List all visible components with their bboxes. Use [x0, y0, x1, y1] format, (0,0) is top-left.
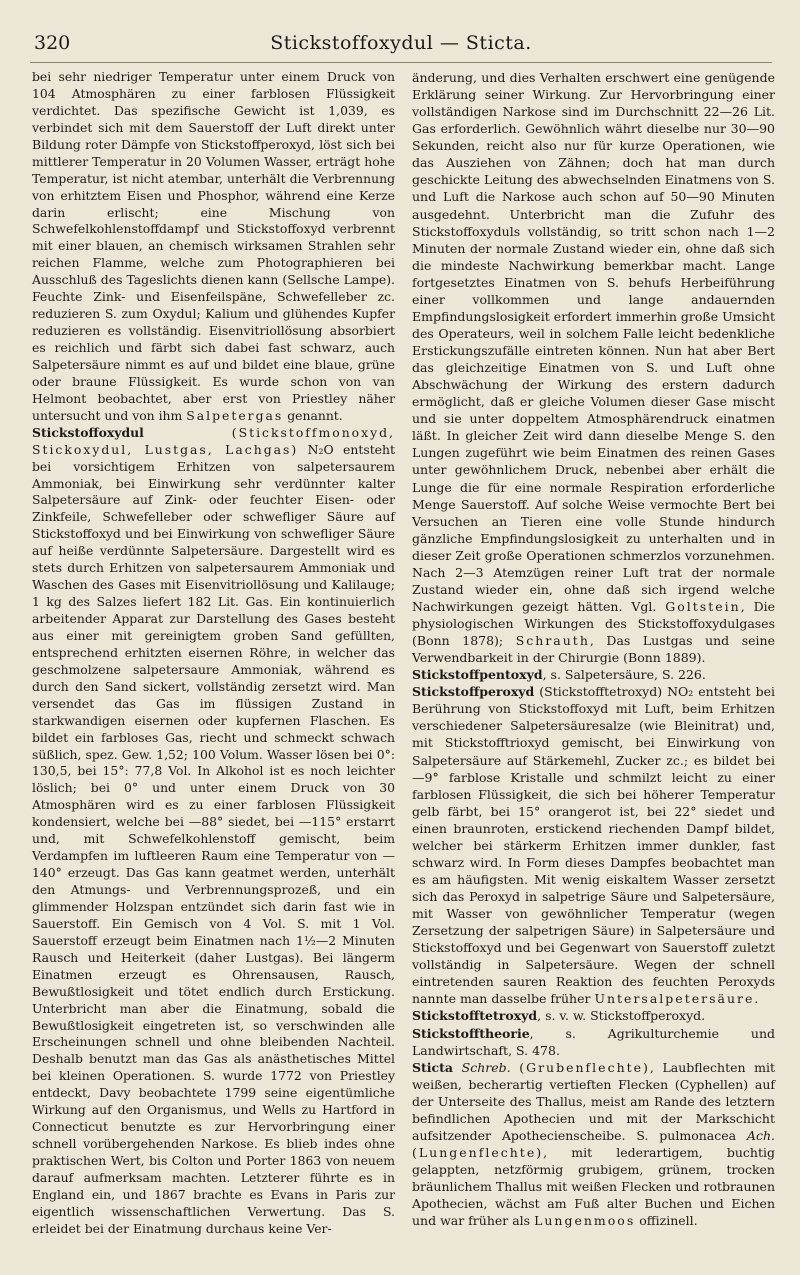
body-text: . [754, 991, 759, 1007]
entry-stickstofftheorie [412, 1025, 775, 1059]
body-text: bei sehr niedriger Temperatur unter einem Druck von 104 Atmosphären zu einer farblosen Flüssigkeit verdichtet. Das spezifische Gewicht ist 1,039, es verbindet sich mit dem Sauerstoff der Luft direkt unter Bildung roter Dämpfe von Stickstoffperoxyd, löst sich bei mittlerer Temperatur in 20 Volumen Wasser, erträgt hohe Temperatur, ist nicht atembar, unterhält die Verbrennung von erhitztem Eisen und Phosphor, während eine Kerze darin erlischt; eine Mischung von Schwefelkohlenstoffdampf und Stickstoffoxyd verbrennt mit einer blauen, an chemisch wirksamen Strahlen sehr reichen Flamme, welche zum Photographieren bei Ausschluß des Tageslichts dienen kann (Sellsche Lampe). Feuchte Zink- und Eisenfeilspäne, Schwefelleber zc. reduzieren S. zum Oxydul; Kalium und glühendes Kupfer reduzieren es vollständig. Eisenvitriollösung absorbiert es reichlich und färbt sich dabei fast schwarz, auch Salpetersäure nimmt es auf und bildet eine blaue, grüne oder braune Flüssigkeit. Es wurde schon von van Helmont beobachtet, aber erst von Priestley näher untersucht und von ihm [32, 69, 395, 423]
entry-body: , mit lederartigem, buchtig gelappten, netzförmig grubigem, grünem, trocken bräunlichem Thallus mit weißen Flecken und rotbraunen Apothecien, wächst am Fuß alter Buchen und Eichen und war früher als [412, 1144, 775, 1229]
entry-body: , s. Agrikulturchemie und Landwirtschaft, S. 478. [412, 1025, 775, 1058]
body-text: genannt. [287, 407, 343, 423]
body-text: änderung, und dies Verhalten erschwert eine genügende Erklärung seiner Wirkung. Zur Hervorbringung einer vollständigen Narkose sind im Durchschnitt 22—26 Lit. Gas erforderlich. Gewöhnlich währt dieselbe nur 30—90 Sekunden, reicht also nur für kurze Operationen, wie das Ausziehen von Zähnen; doch hat man durch geschickte Leitung des abwechselnden Einatmens von S. und Luft die Narkose auch schon auf 50—90 Minuten ausgedehnt. Unterbricht man die Zufuhr des Stickstoffoxyduls vollständig, so tritt schon nach 1—2 Minuten der normale Zustand wieder ein, ohne daß sich die mindeste Nachwirkung bemerkbar macht. Lange fortgesetztes Einatmen von S. behufs Herbeiführung einer vollkommen und lange andauernden Empfindungslosigkeit erfordert immerhin große Umsicht des Operateurs, weil in solchem Falle leicht bedenkliche Erstickungszufälle eintreten können. Nun hat aber Bert das gleichzeitige Einatmen von S. und Luft ohne Abschwächung der Wirkung des erstern dadurch ermöglicht, daß er gleiche Volumen dieser Gase mischt und sie unter doppeltem Atmosphärendruck einatmen läßt. In gleicher Zeit wird dann dieselbe Menge S. den Lungen zugeführt wie beim Einatmen des reinen Gases unter gewöhnlichem Druck, nebenbei aber erhält die Lunge die für eine normale Respiration erforderliche Menge Sauerstoff. Auf solche Weise vermochte Bert bei Versuchen an Tieren eine volle Stunde hindurch gänzliche Empfindungslosigkeit zu unterhalten und in dieser Zeit große Operationen schmerzlos vorzunehmen. Nach 2—3 Atemzügen reiner Luft trat der normale Zustand wieder ein, ohne daß sich irgend welche Nachwirkungen gezeigt hätten. Vgl. [412, 70, 775, 614]
entry-stickstofftetroxyd [412, 1007, 775, 1024]
running-head: Stickstoffoxydul — Sticta. [270, 32, 532, 54]
body-text: , Das Lustgas und seine Verwendbarkeit in der Chirurgie (Bonn 1889). [412, 633, 775, 666]
synonyms: (Stickstoffmonoxyd, Stickoxydul, Lustgas, Lachgas) [32, 424, 395, 457]
paragraph-continuation [32, 69, 395, 425]
synonyms: (Stickstofftetroxyd) [539, 684, 663, 700]
entry-stickstoffperoxyd [412, 683, 775, 1007]
entry-headword: Stickstoffperoxyd [412, 684, 535, 700]
entry-headword: Sticta [412, 1059, 454, 1075]
right-column [412, 69, 775, 1229]
synonyms: (Lungenflechte) [412, 1144, 544, 1160]
chemical-formula: NO₂ [667, 684, 694, 700]
author-abbrev: Schreb. [461, 1059, 511, 1075]
synonyms: (Grubenflechte) [519, 1059, 650, 1075]
entry-body: , Laubflechten mit weißen, becherartig vertieften Flecken (Cyphellen) auf der Unterseite des Thallus, meist am Rande des letztern befindlichen Apothecien und mit der Markschicht aufsitzender Apothecienscheibe. S. pulmonacea [412, 1059, 775, 1143]
body-text: offizinell. [639, 1213, 698, 1229]
body-text: , Die physiologischen Wirkungen des Stickstoffoxydulgases (Bonn 1878); [412, 598, 775, 649]
page-header [30, 30, 772, 63]
paragraph-continuation [412, 69, 775, 666]
spaced-term: Lungenmoos [534, 1213, 636, 1229]
entry-body: entsteht bei vorsichtigem Erhitzen von salpetersaurem Ammoniak, bei Einwirkung sehr verdünnter kalter Salpetersäure auf Zink- oder feuchter Eisen- oder Zinkfeile, Schwefelleber oder schwefliger Säure auf Stickstoffoxyd und bei Einwirkung von schwefliger Säure auf heiße verdünnte Salpetersäure. Dargestellt wird es stets durch Erhitzen von salpetersaurem Ammoniak und Waschen des Gases mit Eisenvitriollösung und Kalilauge; 1 kg des Salzes liefert 182 Lit. Gas. Ein kontinuierlich arbeitender Apparat zur Darstellung des Gases besteht aus einer mit gereinigtem groben Sand gefüllten, entsprechend erhitzten eisernen Röhre, in welcher das geschmolzene salpetersaure Ammoniak, während es durch den Sand sickert, vollständig zersetzt wird. Man versendet das Gas im flüssigen Zustand in starkwandigen eisernen oder kupfernen Flaschen. Es bildet ein farbloses Gas, riecht und schmeckt schwach süßlich, spez. Gew. 1,52; 100 Volum. Wasser lösen bei 0°: 130,5, bei 15°: 77,8 Vol. In Alkohol ist es noch leichter löslich; bei 0° und unter einem Druck von 30 Atmosphären wird es zu einer farblosen Flüssigkeit kondensiert, welche bei —88° siedet, bei —115° erstarrt und, mit Schwefelkohlenstoff gemischt, beim Verdampfen im luftleeren Raum eine Temperatur von —140° erzeugt. Das Gas kann geatmet werden, unterhält den Atmungs- und Verbrennungsprozeß, und ein glimmender Holzspan entzündet sich darin fast wie in Sauerstoff. Ein Gemisch von 4 Vol. S. mit 1 Vol. Sauerstoff erzeugt beim Einatmen nach 1½—2 Minuten Rausch und Heiterkeit (daher Lustgas). Bei längerm Einatmen erzeugt es Ohrensausen, Rausch, Bewußtlosigkeit und tötet endlich durch Erstickung. Unterbricht man aber die Einatmung, sobald die Bewußtlosigkeit eingetreten ist, so verschwinden alle Erscheinungen schnell und ohne bleibenden Nachteil. Deshalb benutzt man das Gas als anästhetisches Mittel bei kleinen Operationen. S. wurde 1772 von Priestley entdeckt, Davy beobachtete 1799 seine eigentümliche Wirkung auf den Organismus, und Wells zu Hartford in Connecticut benutzte es zur Hervorbringung einer schnell vorübergehenden Narkose. Es blieb indes ohne praktischen Wert, bis Colton und Porter 1863 von neuem darauf aufmerksam machten. Letzterer führte es in England ein, und 1867 brachte es Evans in Paris zur eigentlich wissenschaftlichen Verwertung. Das S. erleidet bei der Einatmung durchaus keine Ver- [32, 441, 395, 1236]
entry-stickstoffpentoxyd [412, 666, 775, 683]
spaced-term: Untersalpetersäure [594, 991, 755, 1007]
entry-stickstoffoxydul [32, 425, 395, 1238]
author-name: Schrauth [515, 633, 590, 649]
spaced-term: Salpetergas [186, 407, 284, 423]
entry-body: , s. Salpetersäure, S. 226. [542, 667, 706, 683]
entry-headword: Stickstoffpentoxyd [412, 667, 543, 683]
entry-body: , s. v. w. Stickstoffperoxyd. [537, 1008, 706, 1024]
author-name: Goltstein [665, 598, 741, 614]
entry-body: entsteht bei Berührung von Stickstoffoxyd mit Luft, beim Erhitzen verschiedener Salpetersäuresalze (wie Bleinitrat) und, mit Stickstofftrioxyd gemischt, bei Einwirkung von Salpetersäure auf Stärkemehl, Zucker zc.; es bildet bei —9° farblose Kristalle und schmilzt leicht zu einer farblosen Flüssigkeit, die sich bei höherer Temperatur gelb färbt, bei 15° orangerot ist, bei 22° siedet und einen braunroten, erstickend riechenden Dampf bildet, welcher bei stärkerm Erhitzen immer dunkler, fast schwarz wird. In Form dieses Dampfes beobachtet man es am häufigsten. Mit wenig eiskaltem Wasser zersetzt sich das Peroxyd in salpetrige Säure und Salpetersäure, mit Wasser von gewöhnlicher Temperatur (wegen Zersetzung der salpetrigen Säure) in Salpetersäure und Stickstoffoxyd und bei Gegenwart von Sauerstoff zuletzt vollständig in Salpetersäure. Wegen der schnell eintretenden sauren Reaktion des feuchten Peroxyds nannte man dasselbe früher [412, 684, 775, 1007]
page-number: 320 [34, 32, 71, 54]
entry-sticta [412, 1059, 775, 1230]
left-column [32, 69, 395, 1238]
author-abbrev: Ach. [746, 1127, 775, 1143]
chemical-formula: N₂O [307, 441, 334, 457]
entry-headword: Stickstofftheorie [412, 1025, 530, 1041]
entry-headword: Stickstofftetroxyd [412, 1008, 538, 1024]
entry-headword: Stickstoffoxydul [32, 424, 144, 440]
